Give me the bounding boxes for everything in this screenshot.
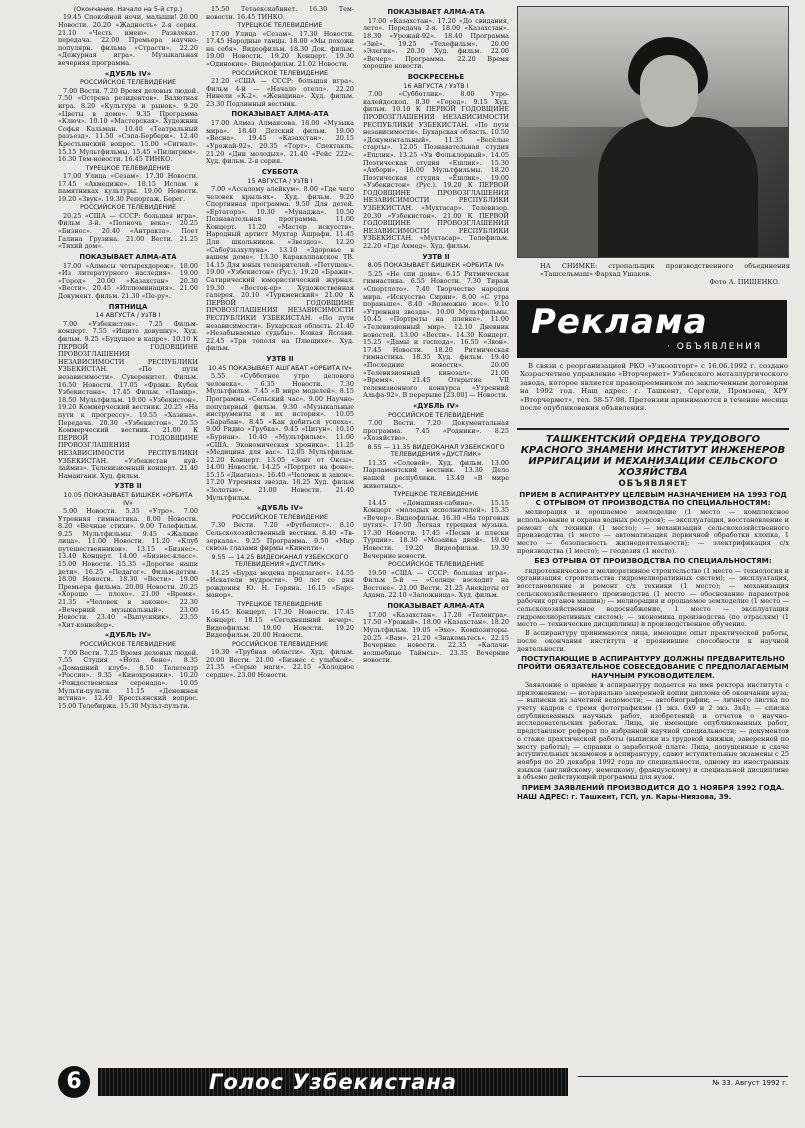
schedule-heading: ВОСКРЕСЕНЬЕ bbox=[407, 72, 465, 81]
section-title-3: ПОСТУПАЮЩИЕ В АСПИРАНТУРУ ДОЛЖНЫ ПРЕДВАРИТЕЛЬНО ПРОЙТИ ОБЯЗАТЕЛЬНОЕ СОБЕСЕДОВАНИЕ С ПРЕДПОЛАГАЕМЫМ НАУЧНЫМ РУКОВОДИТЕЛЕМ. bbox=[517, 654, 789, 680]
worker-photo bbox=[517, 6, 789, 258]
announce-word: ОБЪЯВЛЯЕТ bbox=[618, 479, 688, 489]
schedule-subheading: 8.05 ПОКАЗЫВАЕТ БИШКЕК «ОРБИТА IV» bbox=[367, 261, 505, 270]
section-title-4: ПРИЕМ ЗАЯВЛЕНИЙ ПРОИЗВОДИТСЯ ДО 1 НОЯБРЯ 1992 ГОДА. bbox=[521, 783, 785, 793]
photo-caption bbox=[540, 262, 790, 286]
schedule-subheading: РОССИЙСКОЕ ТЕЛЕВИДЕНИЕ bbox=[387, 410, 485, 419]
continuation-note: (Окончание. Начало на 5-й стр.) bbox=[73, 6, 183, 13]
schedule-text: 17.00 «Алмасы четырехдорож». 18.00 «Из литературного наследия». 19.00 «Город» 20.00 «Казахстан» 20.30 «Вести». 20.45 «Иллюминация». 21.00 Документ. фильм. 21.30 «Пе-ру». bbox=[58, 261, 198, 301]
schedule-text: 15.50 Тетаекскабинет. 16.30 Тем-новости. 16.45 ТИНКО. bbox=[206, 6, 354, 21]
schedule-text: 19.30 «Трубная области». Худ. фильм. 20.00 Вести. 21.00 «Бизнес с улыбкой». 21.35 «Серые маги». 22.15 «Холодное сердце». 23.00 Новости. bbox=[206, 648, 354, 679]
schedule-text: 16.45 Концерт. 17.30 Новости. 17.45 Концерт. 18.15 «Сегодняшний вечер». Видеофильм. 19.00 Новости. 19.20 Видеофильм. 20.00 Новости. bbox=[206, 608, 354, 640]
schedule-text: 17.00 Улица «Сезам». 17.30 Новости. 17.45 Народные танцы. 18.00 «Мы похожи на себя». Видеофильм. 18.30 Док. фильм. 19.00 Новости. 19.20 Концерт. 19.30 «Одинокие». Видеофильм. 21.02 Новости. bbox=[206, 29, 354, 68]
schedule-heading: ПОКАЗЫВАЕТ АЛМА-АТА bbox=[231, 110, 329, 119]
ads-subtitle: · ОБЪЯВЛЕНИЯ bbox=[667, 342, 763, 352]
schedule-subheading: ТУРЕЦКОЕ ТЕЛЕВИДЕНИЕ bbox=[393, 490, 479, 499]
schedule-subheading: 10.05 ПОКАЗЫВАЕТ БИШКЕК «ОРБИТА IV» bbox=[63, 491, 193, 507]
section-title-1: ПРИЕМ В АСПИРАНТУРУ ЦЕЛЕВЫМ НАЗНАЧЕНИЕМ НА 1993 ГОД С ОТРЫВОМ ОТ ПРОИЗВОДСТВА ПО СПЕЦИАЛЬНОСТЯМ: bbox=[519, 489, 787, 507]
schedule-heading: «ДУБЛЬ IV» bbox=[256, 504, 304, 513]
institute-address: НАШ АДРЕС: г. Ташкент, ГСП, ул. Кары-Ниязова, 39. bbox=[517, 793, 732, 802]
schedule-text: 7.00 «Субботлик». 8.00 Утро-калейдоскоп. 8.30 «Город». 9.15 Худ. фильм. 10.10 К ПЕРВОЙ ГОДОВЩИНЕ ПРОВОЗГЛАШЕНИЯ НЕЗАВИСИМОСТИ РЕСПУБЛИКИ УЗБЕКИСТАН. «По пути независимости». Бухарская область. 10.50 «Документальный». 11.35 «Весёлые старты». 12.05 Познавательная студия «Ешлик». 13.25 «Ув Фольклорный». 14.05 Поэтическая студия «Ешлик». 15.30 «Ахбори». 16.00 Мультфильмы. 18.20 Поэтическая студия «Ёшлик». 19.00 «Узбекистон» (Рус.). 19.20 К ПЕРВОЙ ГОДОВЩИНЕ ПРОВОЗГЛАШЕНИЯ НЕЗАВИСИМОСТИ РЕСПУБЛИКИ УЗБЕКИСТАН. «Мухтасар». Телевизор. 20.30 «Узбекистон». 21.00 К ПЕРВОЙ ГОДОВЩИНЕ ПРОВОЗГЛАШЕНИЯ НЕЗАВИСИМОСТИ РЕСПУБЛИКИ УЗБЕКИСТАН. «Мухтасар». Телефильм. 22.20 «Где Ахмед». Худ. фильм. bbox=[363, 90, 509, 251]
schedule-text: 5.00 Новости. 5.35 «Утро». 7.00 Утренняя гимнастика. 8.00 Новости. 8.20 «Вечные стихи». 9.00 Телефильм. 9.25 Мультфильмы. 9.45 «Жалкие лица». 11.00 Новости. 11.20 «Клуб путешественников». 13.15 «Бизнес». 13.40 Концерт. 14.00 «Бизнес-класс». 15.00 Новости. 15.35 «Дорогие наши дети». 16.25 «Педагог». Фильм-детям. 18.00 Новости. 18.30 «Вести». 19.00 Премьера фильма. 20.00 Новости. 20.25 «Хорошо — плохо». 21.00 «Время». 21.35 «Человек в законе». 22.30 «Вечерний музыкальный». 23.00 Новости. 23.40 «Выпускник». 23.55 «Хит-конвейер». bbox=[58, 506, 198, 629]
schedule-subheading: 15 АВГУСТА / УзТВ I bbox=[247, 176, 313, 185]
schedule-heading: «ДУБЛЬ IV» bbox=[104, 631, 152, 640]
schedule-heading: УЗТВ II bbox=[266, 354, 294, 363]
institute-name: ТАШКЕНТСКИЙ ОРДЕНА ТРУДОВОГО КРАСНОГО ЗНАМЕНИ ИНСТИТУТ ИНЖЕНЕРОВ ИРРИГАЦИИ И МЕХАНИЗАЦИИ СЕЛЬСКОГО ХОЗЯЙСТВА bbox=[520, 434, 786, 478]
schedule-text: 17.00 «Казахстан». 17.20 «До свидания, лето». Передача 2-я. 18.00 «Казахстан». 18.30 «Урожай-92». 18.40 Программа «Зиё». 19.25 «Телефильм». 20.00 «Элегия». 20.30 Худ. фильм. 22.00 «Вечер». Программа. 22.20 Время хорошие новости. bbox=[363, 16, 509, 71]
schedule-subheading: 9.55 — 14.25 ВИДЕОКАНАЛ УЗБЕКСКОГО ТЕЛЕВИДЕНИЯ «ДУСТЛИК» bbox=[211, 552, 349, 569]
schedule-text: 7.00 Вести. 7.25 Время деловых людей. 7.55 Студия «Нота бене». 8.35 «Домашний клуб». 8.50 Телетеатр «Россия». 9.35 «Кинохроники». 10.20 «Рождественская серенада». 10.05 Мульти-пульти. 11.15 «Денежная истина». 12.40 Крестьянский вопрос. 15.00 Телебиржа. 15.30 Мульт-пульти. bbox=[58, 648, 198, 710]
schedule-text: 5.25 «Не спи дома». 6.15 Ритмическая гимнастика. 6.55 Новости. 7.30 Тираж «Спортлото». 7.40 Творчество народов мира. «Искусство Сирии». 8.00 «С утра пораньше». 8.40 «Возможно все». 9.10 «Утренняя звезда». 10.00 Мультфильмы. 10.45 «Портреты на пленке». 11.00 «Телевизионный мир». 12.10 Дневник новостей. 13.00 «Вести». 14.30 Концерт. 15.25 «Дамы и господа». 16.55 «Звон». 17.45 Новости. 18.20 Ритмическая гимнастика. 18.35 Худ. фильм. 19.40 «Последние новости». 20.00 «Телевизионный кинозал». 21.00 «Время». 21.45 Открытие VII телевизионного конкурса «Утренний Альфа-92». В перерыве [23.00] — Новости. bbox=[363, 269, 509, 400]
schedule-text: 19.45 Спокойной ночи, малыши! 20.00 Новости. 20.20 «Жадность» 2-я серия. 21.10 «Честь имею». Развлекат. передача. 22.00 Премьера научно-популярн. фильма «Страсти». 22.20 «Дежурная игра». Музыкальная вечерняя программа. bbox=[58, 13, 198, 67]
ads-header bbox=[517, 300, 787, 358]
schedule-subheading: РОССИЙСКОЕ ТЕЛЕВИДЕНИЕ bbox=[79, 78, 177, 87]
schedule-heading: СУББОТА bbox=[261, 167, 299, 176]
schedule-text: 7.00 «Ассалому алейкум». 8.00 «Где чего человек крыльях». Худ. фильм. 9.20 Спортивная программа. 9.50 Для детей. «Ертаторэ». 10.30 «Мунаджа». 10.50 Познавательная программа. 11.00 Концерт. 11.20 «Мастер искусств». Народный артист Мухтар Ашрафи. 11.45 Для школьников. «Звездоз». 12.20 «Сабоўзьзхулуна». 13.10 «Здоровье в вашем доме». 13.30 Каракалпакское ТВ. 14.15 Для юных телезрителей. «Петушок». 19.00 «Узбекистон» (Рус.). 19.20 «Бражи». Сатирический юмористический журнал. 19.30 «Восток-ер» Художественная галерея. 20.10 «Туркменский» 21.00 К ПЕРВОЙ ГОДОВЩИНЕ ПРОВОЗГЛАШЕНИЯ НЕЗАВИСИМОСТИ РЕСПУБЛИКИ УЗБЕКИСТАН. «По пути независимости». Бухарская область. 21.40 «Незабываемые судьбы». Кожая Яссави. 22.45 «Три тополя на Плющихе». Худ. фильм. bbox=[206, 184, 354, 353]
caption-text: НА СНИМКЕ: стропальщик производственного объединения «Ташсельмаш» Фархад Ушаков. bbox=[540, 262, 790, 278]
schedule-text: 7.00 Вести. 7.20 Время деловых людей. 7.50 «Острова резидентов». Валютная игра. 8.20 «Культура и рынок». 9.20 «Цветы в доме». 9.35 Программа «Ключ». 10.10 «Мастерская». Художник Софья Кальман. 10.40 «Театральный разъезд». 11.50 «Сэпа-Бербери». 12.40 Крестьянский вопрос. 15.00 «Сигнал». 15.15 Мультфильмы. 15.45 «Пилигрим». 16.30 Тем-новости. 16.45 ТИНКО. bbox=[58, 86, 198, 164]
schedule-heading: «ДУБЛЬ IV» bbox=[412, 401, 460, 410]
schedule-text: 14.45 «Домашняя-сабина». 15.15 Концерт «молодых исполнителей». 15.35 «Вечер». Видеофильм. 16.30 «На торговых путях». 17.00 Легкая турецкая музыка. 17.30 Новости. 17.45 «Песни и пляски Турции». 18.30 «Мозаика дней». 19.00 Новости. 19.20 Видеофильм. 19.30 Вечерние новости. bbox=[363, 498, 509, 560]
schedule-text: 5.55 «Субботнее утро делового человека». 6.35 Новости. 7.30 Мультфильм. 7.45 «В мире моделей». 8.15 Программа «Сельский час». 9.00 Научно-популярный фильм. 9.30 «Музыкальные инструменты и их история». 10.05 «Барабан». 8.45 «Как добиться успеха». 9.00 Ридио «Трубка». 9.45 «Цигун». 10.10 «Буриан». 10.40 «Мультфильм». 11.00 «США. Экономическая хроника». 11.25 «Медицина для вас». 12.05 Мультфильм. 12.20 Концерт. 13.05 «Зонт от Оксы». 14.00 Новости. 14.25 «Портрет на фоне». 15.15 «Диагноз». 16.40 «Человек и закон». 17.20 Утренняя звезда. 18.25 Худ. фильм «Золотые». 21.00 Новости. 21.40 Мультфильм. bbox=[206, 372, 354, 502]
schedule-text: 14.25 «Бурда модена предлагает». 14.55 «Искатели мудрости». 90 лет со дня рождения Ю. Н. Горяна. 16.15 «Барс-манор». bbox=[206, 568, 354, 600]
schedule-subheading: РОССИЙСКОЕ ТЕЛЕВИДЕНИЕ bbox=[387, 560, 485, 569]
schedule-text: 11.35 «Соловей». Худ. фильм. 13.00 Парламентский вестник. 13.30 Дело нашей республики. 13.40 «В мире животных». bbox=[363, 458, 509, 490]
tv-column-1 bbox=[58, 6, 198, 1050]
schedule-text: 7.00 «Узбекистон». 7.25 Фильм-концерт. 7.55 «Ищите девушку». Худ. фильм. 9.25 «Будущее в кадре». 10.10 К ПЕРВОЙ ГОДОВЩИНЕ ПРОВОЗГЛАШЕНИЯ НЕЗАВИСИМОСТИ РЕСПУБЛИКИ УЗБЕКИСТАН. «По пути независимости». Суверенитет. Фильм. 16.50 Новости. 17.05 «Фрэнк. Кубок Узбекистана». 17.45 Фильм. «Памир». 18.50 Мультфильм. 19.00 «Узбекистон». 19.20 Коммерческий вестник. 20.25 «На пути к прогрессу». 19.55 «Хазина». Передача. 20.30 «Узбекистон». 20.55 Коммерческий вестник. 21.00 К ПЕРВОЙ ГОДОВЩИНЕ ПРОВОЗГЛАШЕНИЯ НЕЗАВИСИМОСТИ РЕСПУБЛИКИ УЗБЕКИСТАН. «Узбекистан куй-лаймиз». Телевизионный концерт. 21.40 Намангани. Худ. фильм. bbox=[58, 319, 198, 480]
schedule-subheading: РОССИЙСКОЕ ТЕЛЕВИДЕНИЕ bbox=[79, 640, 177, 649]
schedule-heading: УЗТВ II bbox=[114, 482, 142, 491]
schedule-heading: ПОКАЗЫВАЕТ АЛМА-АТА bbox=[387, 8, 485, 16]
schedule-heading: ПОКАЗЫВАЕТ АЛМА-АТА bbox=[387, 602, 485, 611]
schedule-text: 19.50 «США — СССР: большая игра». Фильм 5-й — «Солнце восходит на Востоке». 21.00 Вести. 21.25 Анекдоты от Адама. 22.10 «Заложница». Худ. фильм. bbox=[363, 568, 509, 600]
schedule-heading: ПЯТНИЦА bbox=[108, 302, 148, 311]
schedule-subheading: ТУРЕЦКОЕ ТЕЛЕВИДЕНИЕ bbox=[85, 163, 171, 172]
schedule-text: 17.00 Улица «Сезам». 17.30 Новости. 17.45 «Ахмедиже». 18.15 Ислам в памятниках культуры. 19.00 Новости. 19.20 «Звук». 19.30 Репортаж. Берег. bbox=[58, 172, 198, 203]
schedule-text: 21.20 «США — СССР: большая игра». Фильм 4-й — «Начало отелл». 22.20 Нинели «К-2». «Женщина». Худ. фильм. 23.30 Подлинный вестник. bbox=[206, 76, 354, 108]
schedule-subheading: ТУРЕЦКОЕ ТЕЛЕВИДЕНИЕ bbox=[237, 600, 323, 609]
ad-vtorchermet bbox=[520, 362, 788, 412]
schedule-subheading: РОССИЙСКОЕ ТЕЛЕВИДЕНИЕ bbox=[231, 68, 329, 77]
schedule-heading: УЗТВ II bbox=[422, 252, 450, 261]
ad-institute bbox=[517, 428, 789, 1034]
schedule-subheading: РОССИЙСКОЕ ТЕЛЕВИДЕНИЕ bbox=[231, 639, 329, 648]
section-title-2: БЕЗ ОТРЫВА ОТ ПРОИЗВОДСТВА ПО СПЕЦИАЛЬНОСТЯМ: bbox=[534, 556, 772, 566]
ad-vtorchermet-text: В связи с реорганизацией РКО «Узкоопторг» с 16.06.1992 г. создано Хозрасчетное управление «Вторчермет» Узбекского металлургического завода, которое является правопреемником по заключенным договорам на 1992 год. Наш адрес: г. Ташкент, Сергели, Промзона, ХРУ «Вторчермет», тел. 58-57-98. Претензии принимаются в течение месяца после опубликования объявления. bbox=[520, 362, 788, 413]
body-text-2: Заявление о приеме в аспирантуру подается на имя ректора института с приложением: — нотариально заверенной копии диплома об окончании вуза; — выписки из зачетной ведомости; — автобиографии; — личного листка по учету кадров с тремя фотографиями (1 экз. 6х9 и 2 экз. 3х4); — списка опубликованных научных работ, изобретений и отчетов о научно-исследовательских работах. Лица, не имеющие опубликованных работ, представляют реферат по избранной научной специальности; — документов о стаже практической работы (выписки из трудовой книжки, заверенной по месту работы); — справки о заработной плате. Лица, допущенные к сдаче вступительных экзаменов в аспирантуру, сдают вступительные экзамены с 25 ноября по 20 декабря 1992 года по специальности, одному из иностранных языков (английскому, немецкому, французскому) и специальной дисциплине в объеме действующей программы для вузов. bbox=[517, 680, 789, 782]
page-footer bbox=[58, 1062, 788, 1102]
schedule-text: 20.25 «США — СССР: большая игра». Фильм 3-й. «Полночь века». 20.25 «Бизнес». 20.40 «Антракта». Поет Галина Грузина. 21.00 Вести. 21.25 «Тихий дом». bbox=[58, 211, 198, 251]
page-number: 6 bbox=[58, 1066, 90, 1098]
ads-title: Реклама bbox=[531, 302, 708, 342]
schedule-subheading: ТУРЕЦКОЕ ТЕЛЕВИДЕНИЕ bbox=[237, 21, 323, 30]
specialty-list-2: гидротехническое и мелиоративное строительство (1 место — технология и организация строительства гидромелиоративных систем); — эксплуатация, восстановление и ремонт с/х техники (1 место); — механизация сельскохозяйственного производства (1 место — обоснование параметров рабочих органов машин); — мелиорация и орошаемое земледелие (1 место — сельскохозяйственное водоснабжение, 1 место — эксплуатация гидромелиоративных систем); — экономика производства (по отраслям) (1 место — технические дисциплины) и производственное обучение. bbox=[517, 566, 789, 629]
schedule-subheading: 8.55 — 11.35 ВИДЕОКАНАЛ УЗБЕКСКОГО ТЕЛЕВИДЕНИЯ «ДУСТЛИК» bbox=[367, 442, 505, 459]
tv-column-3 bbox=[363, 6, 509, 1050]
photo-author: Фото А. ПИШЕНКО. bbox=[709, 278, 780, 286]
schedule-text: 7.30 Вести. 7.20 «Футболист». 8.10 Сельскохозяйственный вестник. 8.40 «Тв-зеркала». 9.25 Программа. 9.50 «Мир сквозь глазами фирмы «Кинепти». bbox=[206, 521, 354, 553]
body-text-1: В аспирантуру принимаются лица, имеющие опыт практической работы, после окончания института и проявившие способности к научной деятельности. bbox=[517, 629, 789, 653]
schedule-heading: «ДУБЛЬ IV» bbox=[104, 69, 152, 78]
schedule-text: 17.00 Алмаз Алмаясова. 18.00 «Музыка мира». 18.40 Детский фильм. 19.00 «Весна». 19.45 «Казахстан». 20.15 «Урожай-92». 20.35 «Торт». Спектакль. 21.20 «Дни молодых». 21.40 «Рейс 222». Худ. фильм. 2-я серия. bbox=[206, 119, 354, 166]
schedule-subheading: 14 АВГУСТА / УзТВ I bbox=[95, 311, 161, 320]
schedule-text: 17.00 «Казахстан». 17.20 «Телеигра». 17.50 «Урожай». 18.00 «Казахстан». 18.20 Мультфильм. 19.05 «Эхо». Композиторы. 20.25 «Вам». 21.20 «Знакомьтесь». 22.15 Вечерние новости. 22.35 «Калачи-волшебные Таймсы». 23.35 Вечерние новости. bbox=[363, 610, 509, 665]
schedule-subheading: 10.45 ПОКАЗЫВАЕТ АШГАБАТ «ОРБИТА IV» bbox=[208, 363, 352, 372]
specialty-list-1: мелиорация и орошаемое земледелие (1 место — комплексное использование и охрана водных ресурсов); — эксплуатация, восстановление и ремонт с/х техники (1 место); — механизация сельскохозяйственного производства (1 место — автоматизация первичной обработки хлопка, 1 место — безопасность жизнедеятельности); — электрификация с/х производства (1 место); — геодезия (1 место). bbox=[517, 508, 789, 555]
newspaper-name: Голос Узбекистана bbox=[208, 1070, 458, 1094]
schedule-subheading: 16 АВГУСТА / УзТВ I bbox=[403, 81, 469, 90]
tv-column-2 bbox=[206, 6, 354, 1050]
schedule-heading: ПОКАЗЫВАЕТ АЛМА-АТА bbox=[79, 252, 177, 261]
schedule-subheading: РОССИЙСКОЕ ТЕЛЕВИДЕНИЕ bbox=[79, 203, 177, 212]
masthead-band bbox=[98, 1068, 568, 1096]
schedule-text: 7.00 Вести. 7.20 Документальная программа. 7.45 «Родники». 8.25 «Хозяйство». bbox=[363, 419, 509, 443]
issue-info: № 33. Август 1992 г. bbox=[578, 1076, 788, 1087]
schedule-subheading: РОССИЙСКОЕ ТЕЛЕВИДЕНИЕ bbox=[231, 513, 329, 522]
